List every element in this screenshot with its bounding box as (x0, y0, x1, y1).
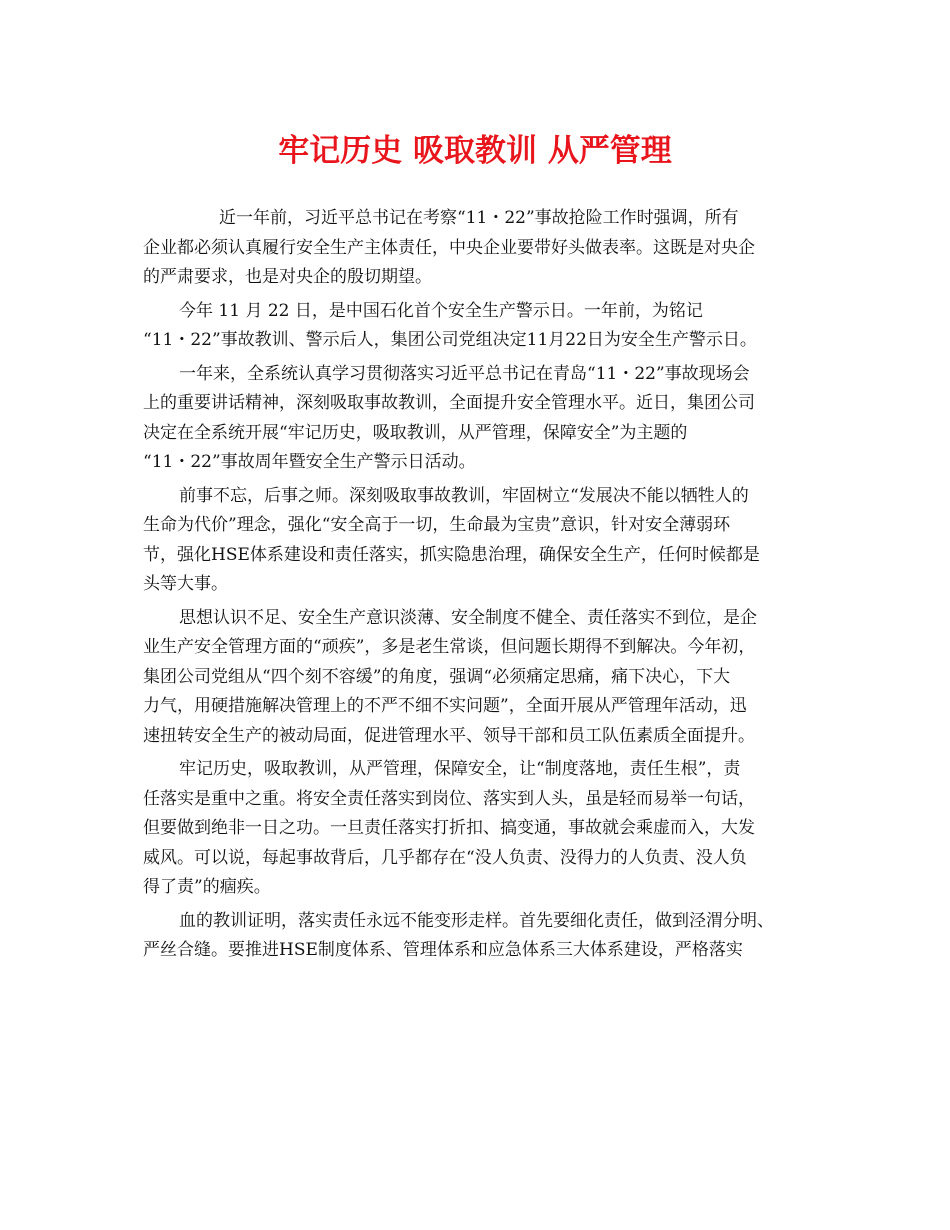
paragraph-line: 集团公司党组从“四个刻不容缓”的角度，强调“必须痛定思痛，痛下决心，下大 (143, 666, 731, 687)
paragraph-line: 思想认识不足、安全生产意识淡薄、安全制度不健全、责任落实不到位，是企 (179, 607, 757, 628)
paragraph-line: 的严肃要求，也是对央企的殷切期望。 (143, 267, 432, 287)
paragraph-line: 业生产安全管理方面的“顽疾”，多是老生常谈，但问题长期得不到解决。今年初， (143, 637, 756, 657)
paragraph-5 (143, 604, 823, 752)
paragraph-2 (143, 297, 823, 356)
paragraph-line: 力气，用硬措施解决管理上的不严不细不实问题”，全面开展从严管理年活动，迅 (143, 696, 747, 716)
paragraph-line: 决定在全系统开展“牢记历史，吸取教训，从严管理，保障安全”为主题的 (143, 422, 688, 443)
paragraph-line: 任落实是重中之重。将安全责任落实到岗位、落实到人头，虽是轻而易举一句话， (143, 788, 755, 809)
paragraph-line: 血的教训证明，落实责任永远不能变形走样。首先要细化责任，做到泾渭分明、 (179, 910, 774, 931)
paragraph-line: 生命为代价”理念，强化“安全高于一切，生命最为宝贵”意识，针对安全薄弱环 (143, 515, 731, 535)
paragraph-line: 威风。可以说，每起事故背后，几乎都存在“没人负责、没得力的人负责、没人负 (143, 847, 747, 868)
paragraph-line: 今年 11 月 22 日，是中国石化首个安全生产警示日。一年前，为铭记 (179, 300, 703, 321)
paragraph-line: 头等大事。 (143, 574, 228, 594)
paragraph-line: 得了责”的痼疾。 (143, 877, 271, 897)
paragraph-line: 严丝合缝。要推进HSE制度体系、管理体系和应急体系三大体系建设，严格落实 (143, 940, 743, 960)
paragraph-6 (143, 755, 823, 903)
paragraph-7 (143, 907, 823, 966)
document-title: 牢记历史 吸取教训 从严管理 (278, 133, 672, 169)
paragraph-line: 近一年前，习近平总书记在考察“11・22”事故抢险工作时强调，所有 (219, 208, 739, 228)
document-body (143, 204, 823, 970)
paragraph-line: 但要做到绝非一日之功。一旦责任落实打折扣、搞变通，事故就会乘虚而入，大发 (143, 818, 755, 838)
paragraph-4 (143, 482, 823, 600)
paragraph-1 (143, 204, 823, 293)
paragraph-line: 企业都必须认真履行安全生产主体责任，中央企业要带好头做表率。这既是对央企 (143, 237, 755, 258)
paragraph-line: “11・22”事故教训、警示后人，集团公司党组决定11月22日为安全生产警示日。 (143, 330, 757, 350)
paragraph-line: 上的重要讲话精神，深刻吸取事故教训，全面提升安全管理水平。近日，集团公司 (143, 393, 755, 413)
paragraph-line: 前事不忘，后事之师。深刻吸取事故教训，牢固树立“发展决不能以牺牲人的 (179, 485, 749, 506)
paragraph-line: 一年来，全系统认真学习贯彻落实习近平总书记在青岛“11・22”事故现场会 (179, 363, 750, 384)
paragraph-line: 牢记历史，吸取教训，从严管理，保障安全，让“制度落地，责任生根”，责 (179, 759, 741, 779)
paragraph-3 (143, 360, 823, 478)
paragraph-line: “11・22”事故周年暨安全生产警示日活动。 (143, 452, 476, 472)
paragraph-line: 节，强化HSE体系建设和责任落实，抓实隐患治理，确保安全生产，任何时候都是 (143, 544, 760, 565)
paragraph-line: 速扭转安全生产的被动局面，促进管理水平、领导干部和员工队伍素质全面提升。 (143, 725, 755, 746)
